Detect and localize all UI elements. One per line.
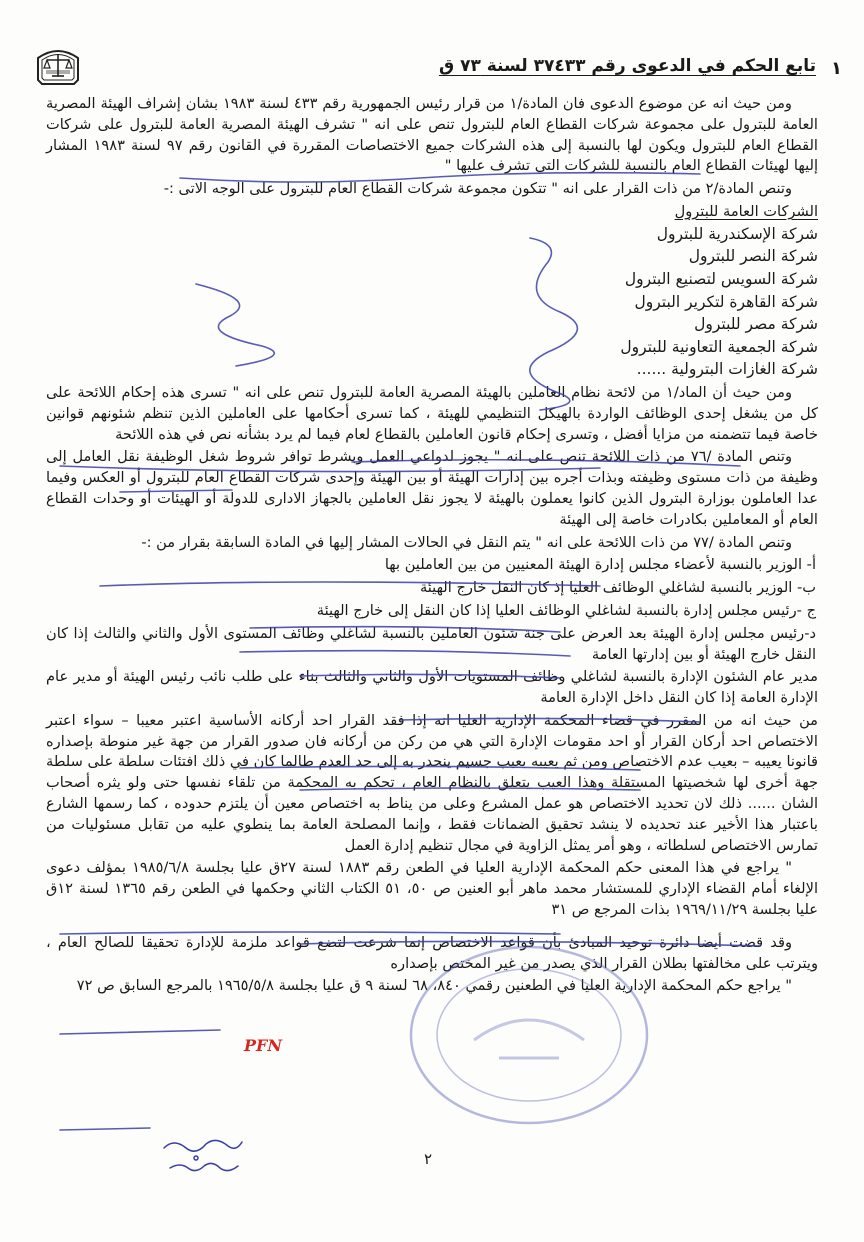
company-item: شركة الإسكندرية للبترول [656,224,818,243]
company-item: شركة القاهرة لتكرير البترول [634,292,818,311]
company-item: شركة السويس لتصنيع البترول [624,269,818,288]
company-item: شركة مصر للبترول [694,315,818,334]
paragraph-regulation-article-1: ومن حيث أن الماد/١ من لائحة نظام العاملين بالهيئة المصرية العامة للبترول تنص على انه " تسرى هذه إحكام اللائحة على كل من يشغل إحدى الوظائف الواردة بالهيكل التنظيمي للهيئة ، كما تسرى أحكامها على العاملين الذين تنظم شئونهم قوانين خاصة فيما تتضمنه من مزايا أفضل ، وتسرى إحكام قانون العاملين بالقطاع لعام فيما لم يرد بشأنه نص في هذه اللائحة [46,383,818,443]
handwritten-signature [156,1134,248,1180]
transfer-authority-item: ج -رئيس مجلس إدارة بالنسبة لشاغلي الوظائف العليا إذا كان النقل إلى خارج الهيئة [316,601,816,619]
companies-list [46,223,818,381]
paragraph-decree-article-1: ومن حيث انه عن موضوع الدعوى فان المادة/١ من قرار رئيس الجمهورية رقم ٤٣٣ لسنة ١٩٨٣ بشان إشراف الهيئة المصرية العامة للبترول على مجموعة شركات القطاع العام للبترول تنص على انه " تشرف الهيئة المصرية العامة للبترول على شركات القطاع العام للبترول ويكون لها بالنسبة إلى هذه الشركات جميع الاختصاصات المقررة في القانون رقم ٩٧ لسنة ١٩٨٣ المشار إليها لهيئات القطاع العام بالنسبة للشركات التي تشرف عليها " [46,95,818,175]
paragraph-jurisdiction-principle: من حيث انه من المقرر في قضاء المحكمة الإدارية العليا انه إذا فقد القرار احد أركانه الأساسية اعتبر معيبا – سواء اعتبر الاختصاص احد أركان القرار أو احد مقومات الإدارة التي هي من ركن من أركانه فان صدور القرار من جهة غير منوطة بإصداره قانونا يعيبه – بعيب عدم الاختصاص ومن ثم يعيبه بعيب جسيم ينحدر به إلى حد العدم طالما كان في ذلك افتئات سلطة على سلطة جهة أخرى لها شخصيتها المستقلة وهذا العيب يتعلق بالنظام العام ، تحكم به المحكمة من تلقاء نفسها حتى ولو يثره أصحاب الشان ...... ذلك لان تحديد الاختصاص هو عمل المشرع وعلى من يناط به اختصاص معين أن يلتزم حدوده ، كما رسمها الشارع باعتبار هذا الأخير عند تحديده لا ينشد تحقيق الضمانات فقط ، وإنما المصلحة العامة بما ينطوي عليه من تقابل مسئوليات من تمارس الاختصاص لسلطاته ، وهو أمر يمثل الزاوية في مجال تنظيم إدارة العمل [46,711,818,854]
document-body [46,94,818,999]
transfer-authority-item: د-رئيس مجلس إدارة الهيئة بعد العرض على جنة شئون العاملين بالنسبة لشاغلي وظائف المستوى الأول والثاني والثالث إذا كان النقل خارج الهيئة أو بين إدارتها العامة [46,624,816,663]
court-stamp-seal-icon [404,940,654,1130]
companies-heading: الشركات العامة للبترول [674,202,818,220]
paragraph-regulation-article-77: وتنص المادة /٧٧ من ذات اللائحة على انه " يتم النقل في الحالات المشار إليها في المادة السابقة بقرار من :- [141,533,792,551]
paragraph-unification-ruling: وقد قضت أيضا دائرة توحيد المبادئ بأن قواعد الاختصاص إنما شرعت لتضع قواعد ملزمة للإدارة تحقيقا للصالح العام ، ويترتب على مخالفتها بطلان القرار الذي يصدر من غير المختص بإصداره [46,933,818,972]
paragraph-citation-2: " يراجع حكم المحكمة الإدارية العليا في الطعنين رقمي ٨٤٠، ٦٨ لسنة ٩ ق عليا بجلسة ١٩٦٥/٥/٨ بالمرجع السابق ص ٧٢ [76,977,792,995]
page-number: ٢ [424,1150,433,1168]
company-item: شركة النصر للبترول [688,247,818,266]
paragraph-regulation-article-76: وتنص المادة /٧٦ من ذات اللائحة تنص على انه " يجوز لدواعي العمل وبشرط توافر شروط شغل الوظيفة نقل العامل إلى وظيفة من ذات مستوى وظيفته وبذات أجره بين إدارات الهيئة أو بين الهيئة وإحدى شركات القطاع العام للبترول أو العكس وفيما عدا العاملون بوزارة البترول الذين كانوا يعملون بالهيئة لا يجوز نقل العاملين بالجهاز الادارى للدولة أو الهيئات أو وحدات القطاع العام أو المعاملين بكادرات خاصة إلى الهيئة [46,448,818,528]
scales-of-justice-emblem-icon [34,40,82,88]
paragraph-decree-article-2: وتنص المادة/٢ من ذات القرار على انه " تتكون مجموعة شركات القطاع العام للبترول على الوجه الاتى :- [163,180,792,198]
transfer-authority-item: أ- الوزير بالنسبة لأعضاء مجلس إدارة الهيئة المعنيين من بين العاملين بها [384,556,816,574]
paragraph-citation-1: " يراجع في هذا المعنى حكم المحكمة الإدارية العليا في الطعن رقم ١٨٨٣ لسنة ٢٧ق عليا بجلسة ١٩٨٥/٦/٨ بمؤلف دعوى الإلغاء أمام القضاء الإداري للمستشار محمد ماهر أبو العنين ص ٥٠، ٥١ الكتاب الثاني وحكمها في الطعن رقم ١٣٦٥ لسنة ١٢ق عليا بجلسة ١٩٦٩/١١/٢٩ بذات المرجع ص ٣١ [46,859,819,919]
paragraph-general-manager: مدير عام الشئون الإدارة بالنسبة لشاغلي وظائف المستويات الأول والثاني والثالث بناء على طلب نائب رئيس الهيئة أو مدير عام الإدارة العامة إذا كان النقل داخل الإدارة العامة [46,668,818,707]
company-item: شركة الجمعية التعاونية للبترول [620,337,818,356]
company-item: شركة الغازات البترولية ...... [636,360,818,379]
pfn-watermark: PFN [244,1036,283,1055]
transfer-authority-item: ب- الوزير بالنسبة لشاغلي الوظائف العليا إذ كان النقل خارج الهيئة [419,579,816,597]
margin-page-mark: ١ [831,58,842,79]
document-header-title: تابع الحكم في الدعوى رقم ٣٧٤٣٣ لسنة ٧٣ ق [438,56,816,76]
